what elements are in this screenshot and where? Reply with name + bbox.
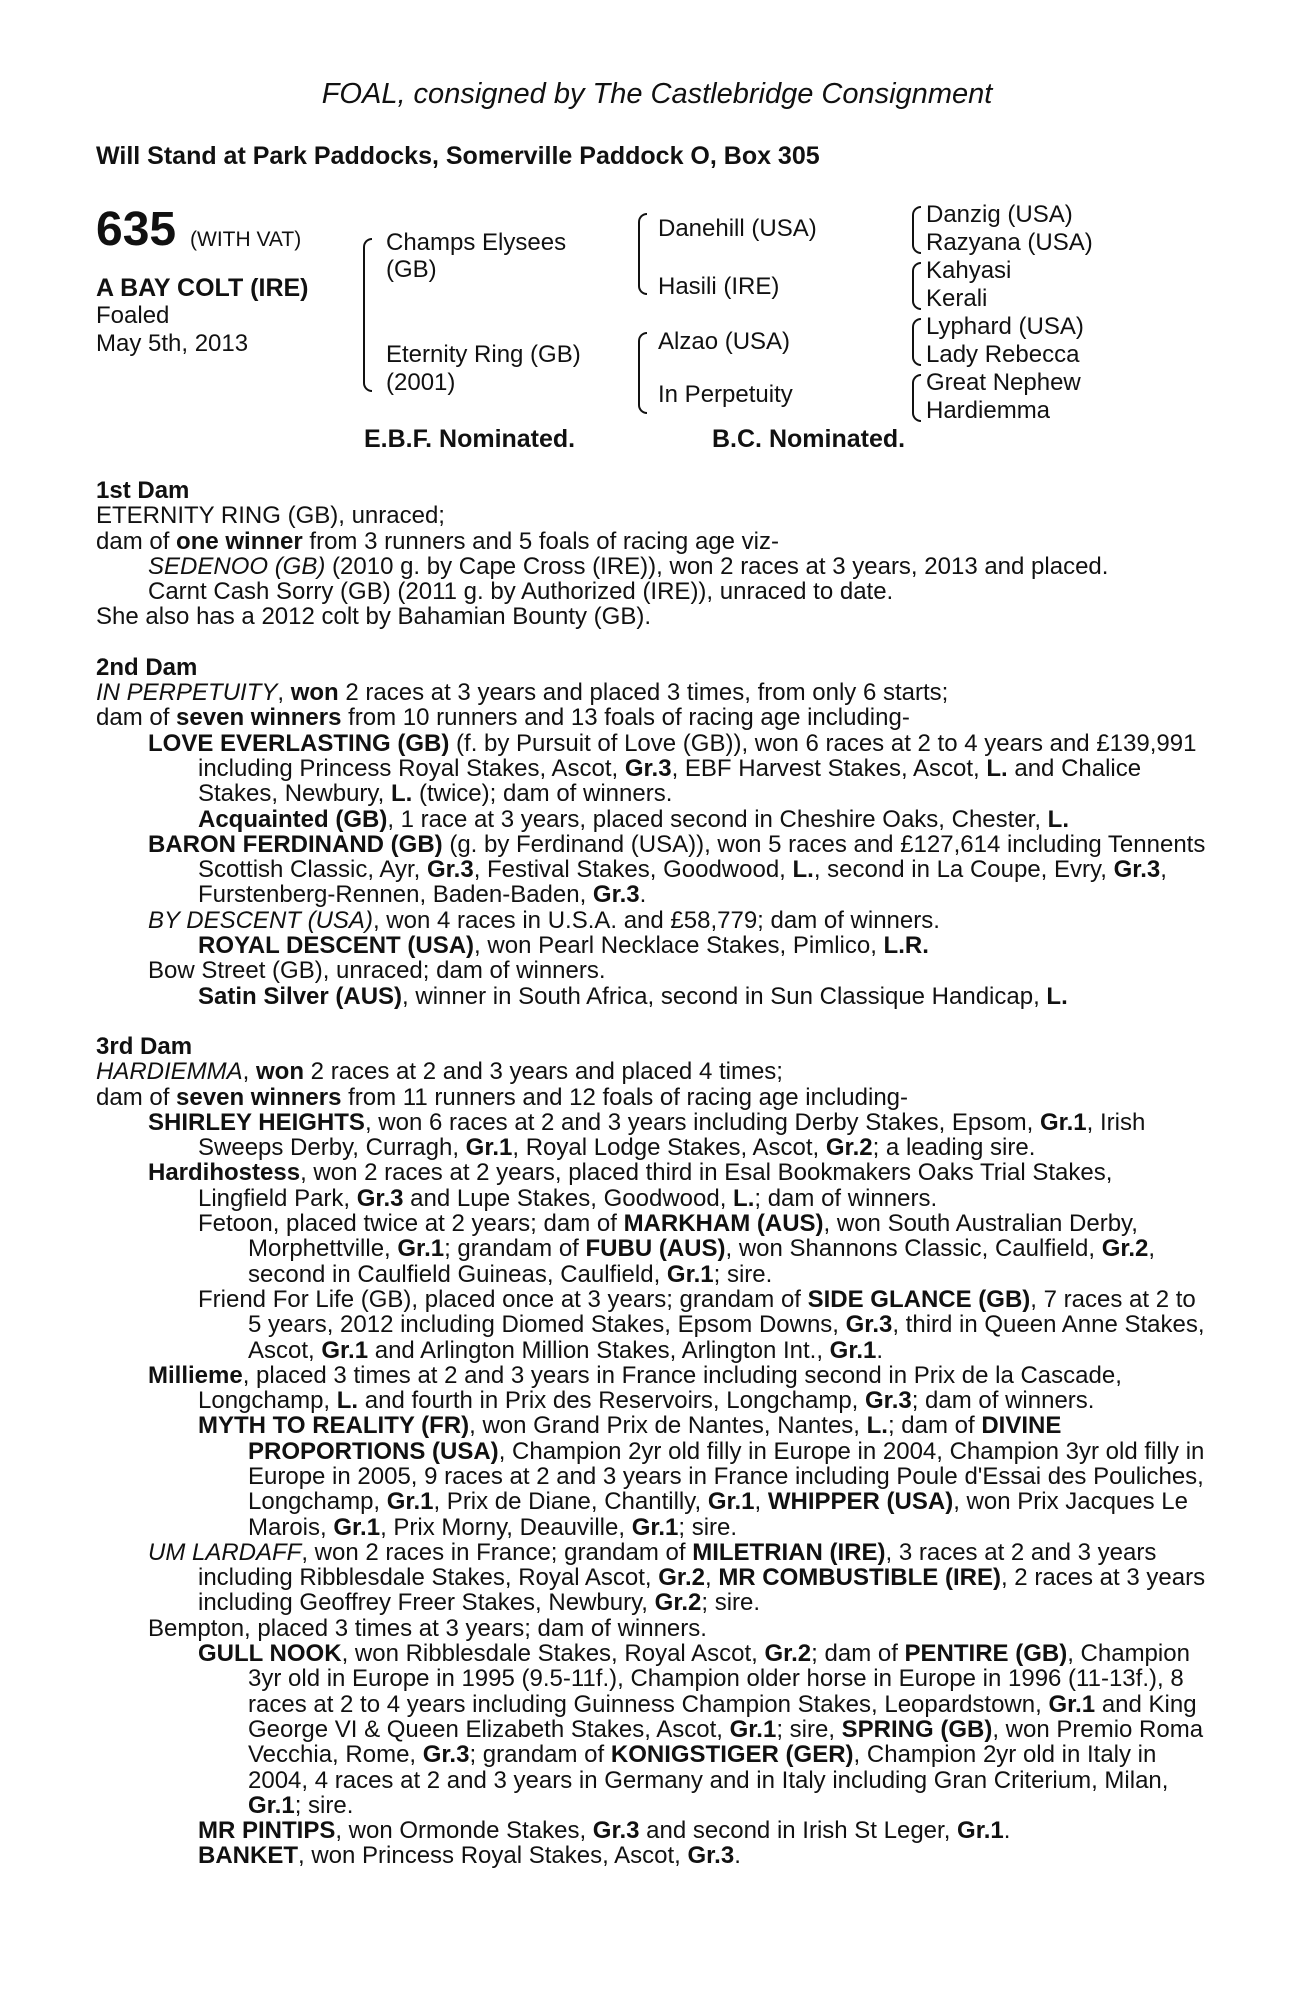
pedigree-sire-dam: Hasili (IRE) xyxy=(658,273,780,300)
brace-ds xyxy=(912,318,921,366)
third-dam-section xyxy=(96,1034,1206,1869)
produce-entry: BANKET, won Princess Royal Stakes, Ascot, Gr.3. xyxy=(198,1842,741,1870)
produce-entry: UM LARDAFF, won 2 races in France; grandam of MILETRIAN (IRE), 3 races at 2 and 3 years including Ribblesdale Stakes, Royal Ascot, Gr.2, MR COMBUSTIBLE (IRE), 2 races at 3 years including Geoffrey Freer Stakes, Newbury, Gr.2; sire. xyxy=(148,1538,1206,1617)
vat-note: (WITH VAT) xyxy=(190,228,302,251)
pedigree-ddd: Hardiemma xyxy=(926,397,1051,424)
pedigree-ssd: Razyana (USA) xyxy=(926,229,1093,256)
pedigree-dds: Great Nephew xyxy=(926,369,1081,396)
pedigree-dss: Lyphard (USA) xyxy=(926,313,1084,340)
produce-entry: BY DESCENT (USA), won 4 races in U.S.A. and £58,779; dam of winners. xyxy=(148,906,940,934)
first-dam-produce-summary: dam of one winner from 3 runners and 5 foals of racing age viz- xyxy=(96,527,779,555)
pedigree-sire-sire: Danehill (USA) xyxy=(658,215,817,242)
produce-entry: Bow Street (GB), unraced; dam of winners. xyxy=(148,957,606,985)
lot-number: 635 xyxy=(96,203,177,256)
produce-entry: Bempton, placed 3 times at 3 years; dam of winners. xyxy=(148,1614,707,1642)
produce-entry: Friend For Life (GB), placed once at 3 years; grandam of SIDE GLANCE (GB), 7 races at 2 to 5 years, 2012 including Diomed Stakes, Epsom Downs, Gr.3, third in Queen Anne Stakes, Ascot, Gr.1 and Arlington Million Stakes, Arlington Int., Gr.1. xyxy=(198,1285,1205,1364)
produce-entry: LOVE EVERLASTING (GB) (f. by Pursuit of Love (GB)), won 6 races at 2 to 4 years and £139,991 including Princess Royal Stakes, Ascot, Gr.3, EBF Harvest Stakes, Ascot, L. and Chalice Stakes, Newbury, L. (twice); dam of winners. xyxy=(148,729,1197,808)
second-dam-heading: 2nd Dam xyxy=(96,653,198,681)
pedigree-sss: Danzig (USA) xyxy=(926,201,1073,228)
produce-entry: Acquainted (GB), 1 race at 3 years, placed second in Cheshire Oaks, Chester, L. xyxy=(198,805,1069,833)
brace-dd xyxy=(912,374,921,422)
produce-entry: BARON FERDINAND (GB) (g. by Ferdinand (USA)), won 5 races and £127,614 including Tennents Scottish Classic, Ayr, Gr.3, Festival Stakes, Goodwood, L., second in La Coupe, Evry, Gr.3, Furstenberg-Rennen, Baden-Baden, Gr.3. xyxy=(148,830,1206,909)
produce-entry: SEDENOO (GB) (2010 g. by Cape Cross (IRE)), won 2 races at 3 years, 2013 and placed. xyxy=(148,552,1109,580)
third-dam-produce-summary: dam of seven winners from 11 runners and 12 foals of racing age including- xyxy=(96,1083,909,1111)
produce-entry: MR PINTIPS, won Ormonde Stakes, Gr.3 and second in Irish St Leger, Gr.1. xyxy=(198,1817,1011,1845)
third-dam-name: HARDIEMMA, won 2 races at 2 and 3 years and placed 4 times; xyxy=(96,1058,783,1086)
produce-entry: SHIRLEY HEIGHTS, won 6 races at 2 and 3 years including Derby Stakes, Epsom, Gr.1, Irish Sweeps Derby, Curragh, Gr.1, Royal Lodge Stakes, Ascot, Gr.2; a leading sire. xyxy=(148,1108,1146,1162)
produce-entry: Millieme, placed 3 times at 2 and 3 years in France including second in Prix de la Cascade, Longchamp, L. and fourth in Prix des Reservoirs, Longchamp, Gr.3; dam of winners. xyxy=(148,1361,1122,1415)
produce-entry: Hardihostess, won 2 races at 2 years, placed third in Esal Bookmakers Oaks Trial Stakes, Lingfield Park, Gr.3 and Lupe Stakes, Goodwood, L.; dam of winners. xyxy=(148,1159,1113,1212)
produce-entry: Fetoon, placed twice at 2 years; dam of MARKHAM (AUS), won South Australian Derby, Morphettville, Gr.1; grandam of FUBU (AUS), won Shannons Classic, Caulfield, Gr.2, second in Caulfield Guineas, Caulfield, Gr.1; sire. xyxy=(198,1210,1156,1288)
pedigree-dam: Eternity Ring (GB) xyxy=(386,341,581,368)
produce-note: She also has a 2012 colt by Bahamian Bounty (GB). xyxy=(96,603,651,631)
produce-entry: Carnt Cash Sorry (GB) (2011 g. by Authorized (IRE)), unraced to date. xyxy=(148,578,894,606)
pedigree-dam-sire: Alzao (USA) xyxy=(658,328,791,355)
produce-entry: ROYAL DESCENT (USA), won Pearl Necklace Stakes, Pimlico, L.R. xyxy=(198,932,929,960)
pedigree-dam-year: (2001) xyxy=(386,369,456,396)
third-dam-heading: 3rd Dam xyxy=(96,1032,193,1060)
lot-name: A BAY COLT (IRE) xyxy=(96,274,309,302)
pedigree-sds: Kahyasi xyxy=(926,257,1012,284)
produce-entry: MYTH TO REALITY (FR), won Grand Prix de Nantes, Nantes, L.; dam of DIVINE PROPORTIONS (USA), Champion 2yr old filly in Europe in 2004, Champion 3yr old filly in Europe in 2005, 9 races at 2 and 3 years in France including Poule d'Essai des Pouliches, Longchamp, Gr.1, Prix de Diane, Chantilly, Gr.1, WHIPPER (USA), won Prix Jacques Le Marois, Gr.1, Prix Morny, Deauville, Gr.1; sire. xyxy=(198,1412,1205,1541)
first-dam-heading: 1st Dam xyxy=(96,477,190,504)
bc-nominated: B.C. Nominated. xyxy=(712,425,906,453)
brace-sd xyxy=(912,262,921,310)
pedigree-sire: Champs Elysees xyxy=(386,229,567,256)
catalogue-title: FOAL, consigned by The Castlebridge Consignment xyxy=(321,78,993,110)
pedigree-dam-dam: In Perpetuity xyxy=(658,381,793,408)
brace-ss xyxy=(912,206,921,254)
sire-parents-brace xyxy=(638,213,647,295)
pedigree-dsd: Lady Rebecca xyxy=(926,341,1080,368)
pedigree-sire-country: (GB) xyxy=(386,256,437,283)
foaled-label: Foaled xyxy=(96,302,170,329)
catalogue-body xyxy=(96,478,1206,1869)
second-dam-section xyxy=(96,655,1206,1009)
stand-location: Will Stand at Park Paddocks, Somerville Paddock O, Box 305 xyxy=(96,142,820,170)
first-dam-section xyxy=(96,478,1206,630)
dam-parents-brace xyxy=(638,332,647,414)
second-dam-name: IN PERPETUITY, won 2 races at 3 years and placed 3 times, from only 6 starts; xyxy=(96,679,949,707)
foaled-date: May 5th, 2013 xyxy=(96,330,249,357)
produce-entry: Satin Silver (AUS), winner in South Africa, second in Sun Classique Handicap, L. xyxy=(198,982,1068,1010)
pedigree-sdd: Kerali xyxy=(926,285,988,312)
produce-entry: GULL NOOK, won Ribblesdale Stakes, Royal Ascot, Gr.2; dam of PENTIRE (GB), Champion 3yr old in Europe in 1995 (9.5-11f.), Champion older horse in Europe in 1996 (11-13f.), 8 races at 2 to 4 years including Guinness Champion Stakes, Leopardstown, Gr.1 and King George VI & Queen Elizabeth Stakes, Ascot, Gr.1; sire, SPRING (GB), won Premio Roma Vecchia, Rome, Gr.3; grandam of KONIGSTIGER (GER), Champion 2yr old in Italy in 2004, 4 races at 2 and 3 years in Germany and in Italy including Gran Criterium, Milan, Gr.1; sire. xyxy=(198,1640,1204,1819)
second-dam-produce-summary: dam of seven winners from 10 runners and 13 foals of racing age including- xyxy=(96,704,910,732)
ebf-nominated: E.B.F. Nominated. xyxy=(364,425,576,453)
sire-dam-brace xyxy=(363,238,372,392)
first-dam-name: ETERNITY RING (GB), unraced; xyxy=(96,502,445,530)
